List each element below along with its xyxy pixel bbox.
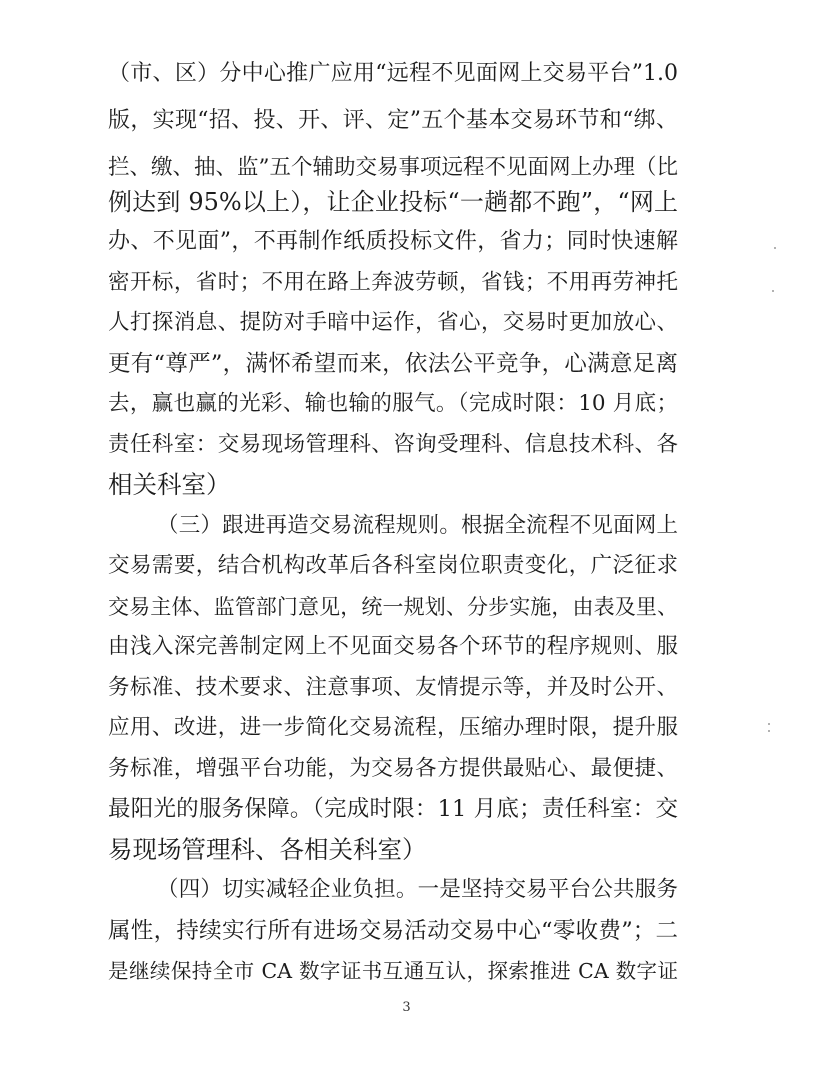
scan-speck <box>768 723 770 725</box>
text-line: 是继续保持全市 CA 数字证书互通互认，探索推进 CA 数字证 <box>108 959 678 983</box>
text-line: 办、不见面”，不再制作纸质投标文件，省力；同时快速解 <box>108 229 678 254</box>
section-heading-line: （四）切实减轻企业负担。一是坚持交易平台公共服务 <box>157 877 678 902</box>
text-line: 更有“尊严”，满怀希望而来，依法公平竞争，心满意足离 <box>108 351 678 377</box>
text-line: 应用、改进，进一步简化交易流程，压缩办理时限，提升服 <box>108 715 678 740</box>
text-line: 例达到 95%以上），让企业投标“一趟都不跑”，“网上 <box>108 188 678 216</box>
scan-speck <box>772 290 774 292</box>
text-line: 交易需要，结合机构改革后各科室岗位职责变化，广泛征求 <box>108 553 678 578</box>
text-line: 相关科室） <box>108 470 231 499</box>
text-line: 拦、缴、抽、监”五个辅助交易事项远程不见面网上办理（比 <box>108 155 678 180</box>
text-line: 最阳光的服务保障。（完成时限：11 月底；责任科室：交 <box>108 796 678 822</box>
text-line: 版，实现“招、投、开、评、定”五个基本交易环节和“绑、 <box>108 108 678 133</box>
text-line: 责任科室：交易现场管理科、咨询受理科、信息技术科、各 <box>108 432 678 457</box>
text-line: 密开标，省时；不用在路上奔波劳顿，省钱；不用再劳神托 <box>108 270 678 295</box>
text-line: 去，赢也赢的光彩、输也输的服气。（完成时限：10 月底； <box>108 391 678 416</box>
text-line: 交易主体、监管部门意见，统一规划、分步实施，由表及里、 <box>108 595 678 619</box>
text-line: 人打探消息、提防对手暗中运作，省心，交易时更加放心、 <box>108 310 678 335</box>
text-line: 属性，持续实行所有进场交易活动交易中心“零收费”；二 <box>108 918 678 944</box>
scan-speck <box>768 730 770 732</box>
page-number: 3 <box>402 1000 411 1015</box>
text-line: 由浅入深完善制定网上不见面交易各个环节的程序规则、服 <box>108 634 678 659</box>
text-line: 易现场管理科、各相关科室） <box>108 835 427 864</box>
text-line: （市、区）分中心推广应用“远程不见面网上交易平台”1.0 <box>108 61 678 86</box>
text-line: 务标准，增强平台功能，为交易各方提供最贴心、最便捷、 <box>108 756 678 781</box>
scan-speck <box>774 247 776 249</box>
text-line: 务标准、技术要求、注意事项、友情提示等，并及时公开、 <box>108 675 678 700</box>
section-heading-line: （三）跟进再造交易流程规则。根据全流程不见面网上 <box>157 513 678 538</box>
